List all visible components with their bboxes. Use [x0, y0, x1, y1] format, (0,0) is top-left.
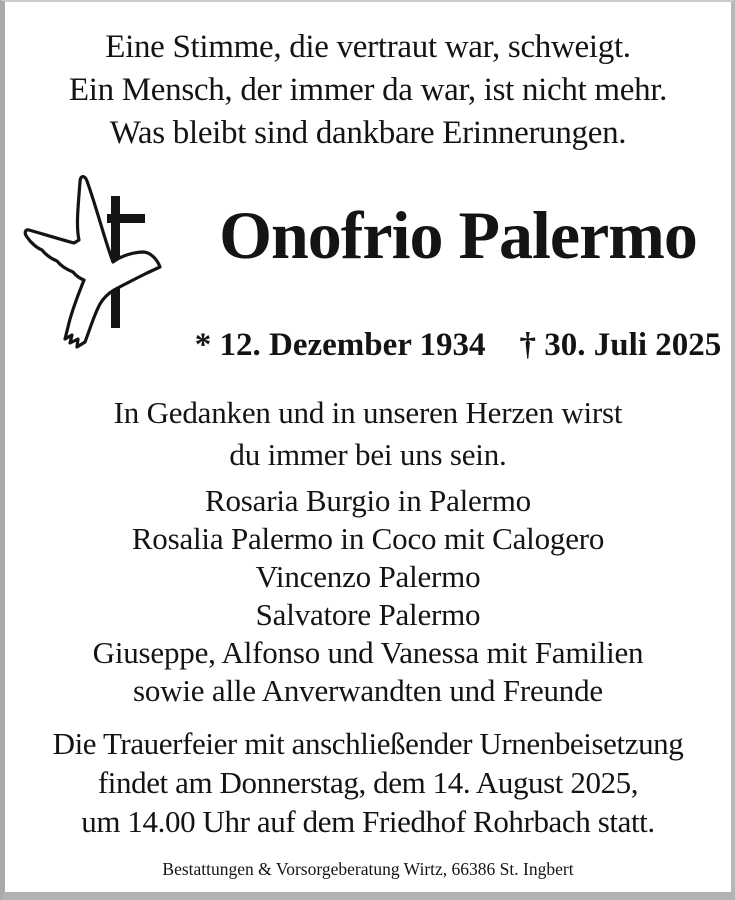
tagline-line: Was bleibt sind dankbare Erinnerungen.	[109, 115, 627, 151]
life-dates	[185, 325, 731, 365]
mourner-line: Rosaria Burgio in Palermo	[205, 483, 531, 518]
ceremony-line: findet am Donnerstag, dem 14. August 2025,	[97, 765, 639, 800]
mourner-line: Giuseppe, Alfonso und Vanessa mit Familien	[92, 635, 644, 670]
name-block	[185, 169, 731, 365]
tagline-line: Ein Mensch, der immer da war, ist nicht mehr.	[68, 72, 668, 108]
ceremony-line: Die Trauerfeier mit anschließender Urnenbeisetzung	[52, 726, 684, 761]
funeral-home-credit: Bestattungen & Vorsorgeberatung Wirtz, 66386 St. Ingbert	[162, 859, 574, 879]
dove-cross-icon	[23, 169, 203, 359]
mourner-line: Vincenzo Palermo	[255, 559, 481, 594]
mourner-line: Rosalia Palermo in Coco mit Calogero	[131, 521, 605, 556]
header	[5, 169, 731, 384]
tagline-line: Eine Stimme, die vertraut war, schweigt.	[105, 29, 631, 65]
birth-date: * 12. Dezember 1934	[194, 327, 486, 363]
ceremony-details	[5, 724, 731, 841]
condolence-line: In Gedanken und in unseren Herzen wirst	[113, 395, 623, 430]
dove-icon	[25, 177, 160, 347]
mourner-line: Salvatore Palermo	[255, 597, 481, 632]
deceased-name: Onofrio Palermo	[219, 197, 697, 273]
tagline	[5, 26, 731, 155]
condolence-line: du immer bei uns sein.	[229, 437, 507, 472]
condolence-text	[5, 392, 731, 476]
ceremony-line: um 14.00 Uhr auf dem Friedhof Rohrbach statt.	[81, 804, 655, 839]
mourners-list	[5, 482, 731, 710]
death-date: † 30. Juli 2025	[519, 327, 722, 363]
mourner-line: sowie alle Anverwandten und Freunde	[133, 673, 603, 708]
